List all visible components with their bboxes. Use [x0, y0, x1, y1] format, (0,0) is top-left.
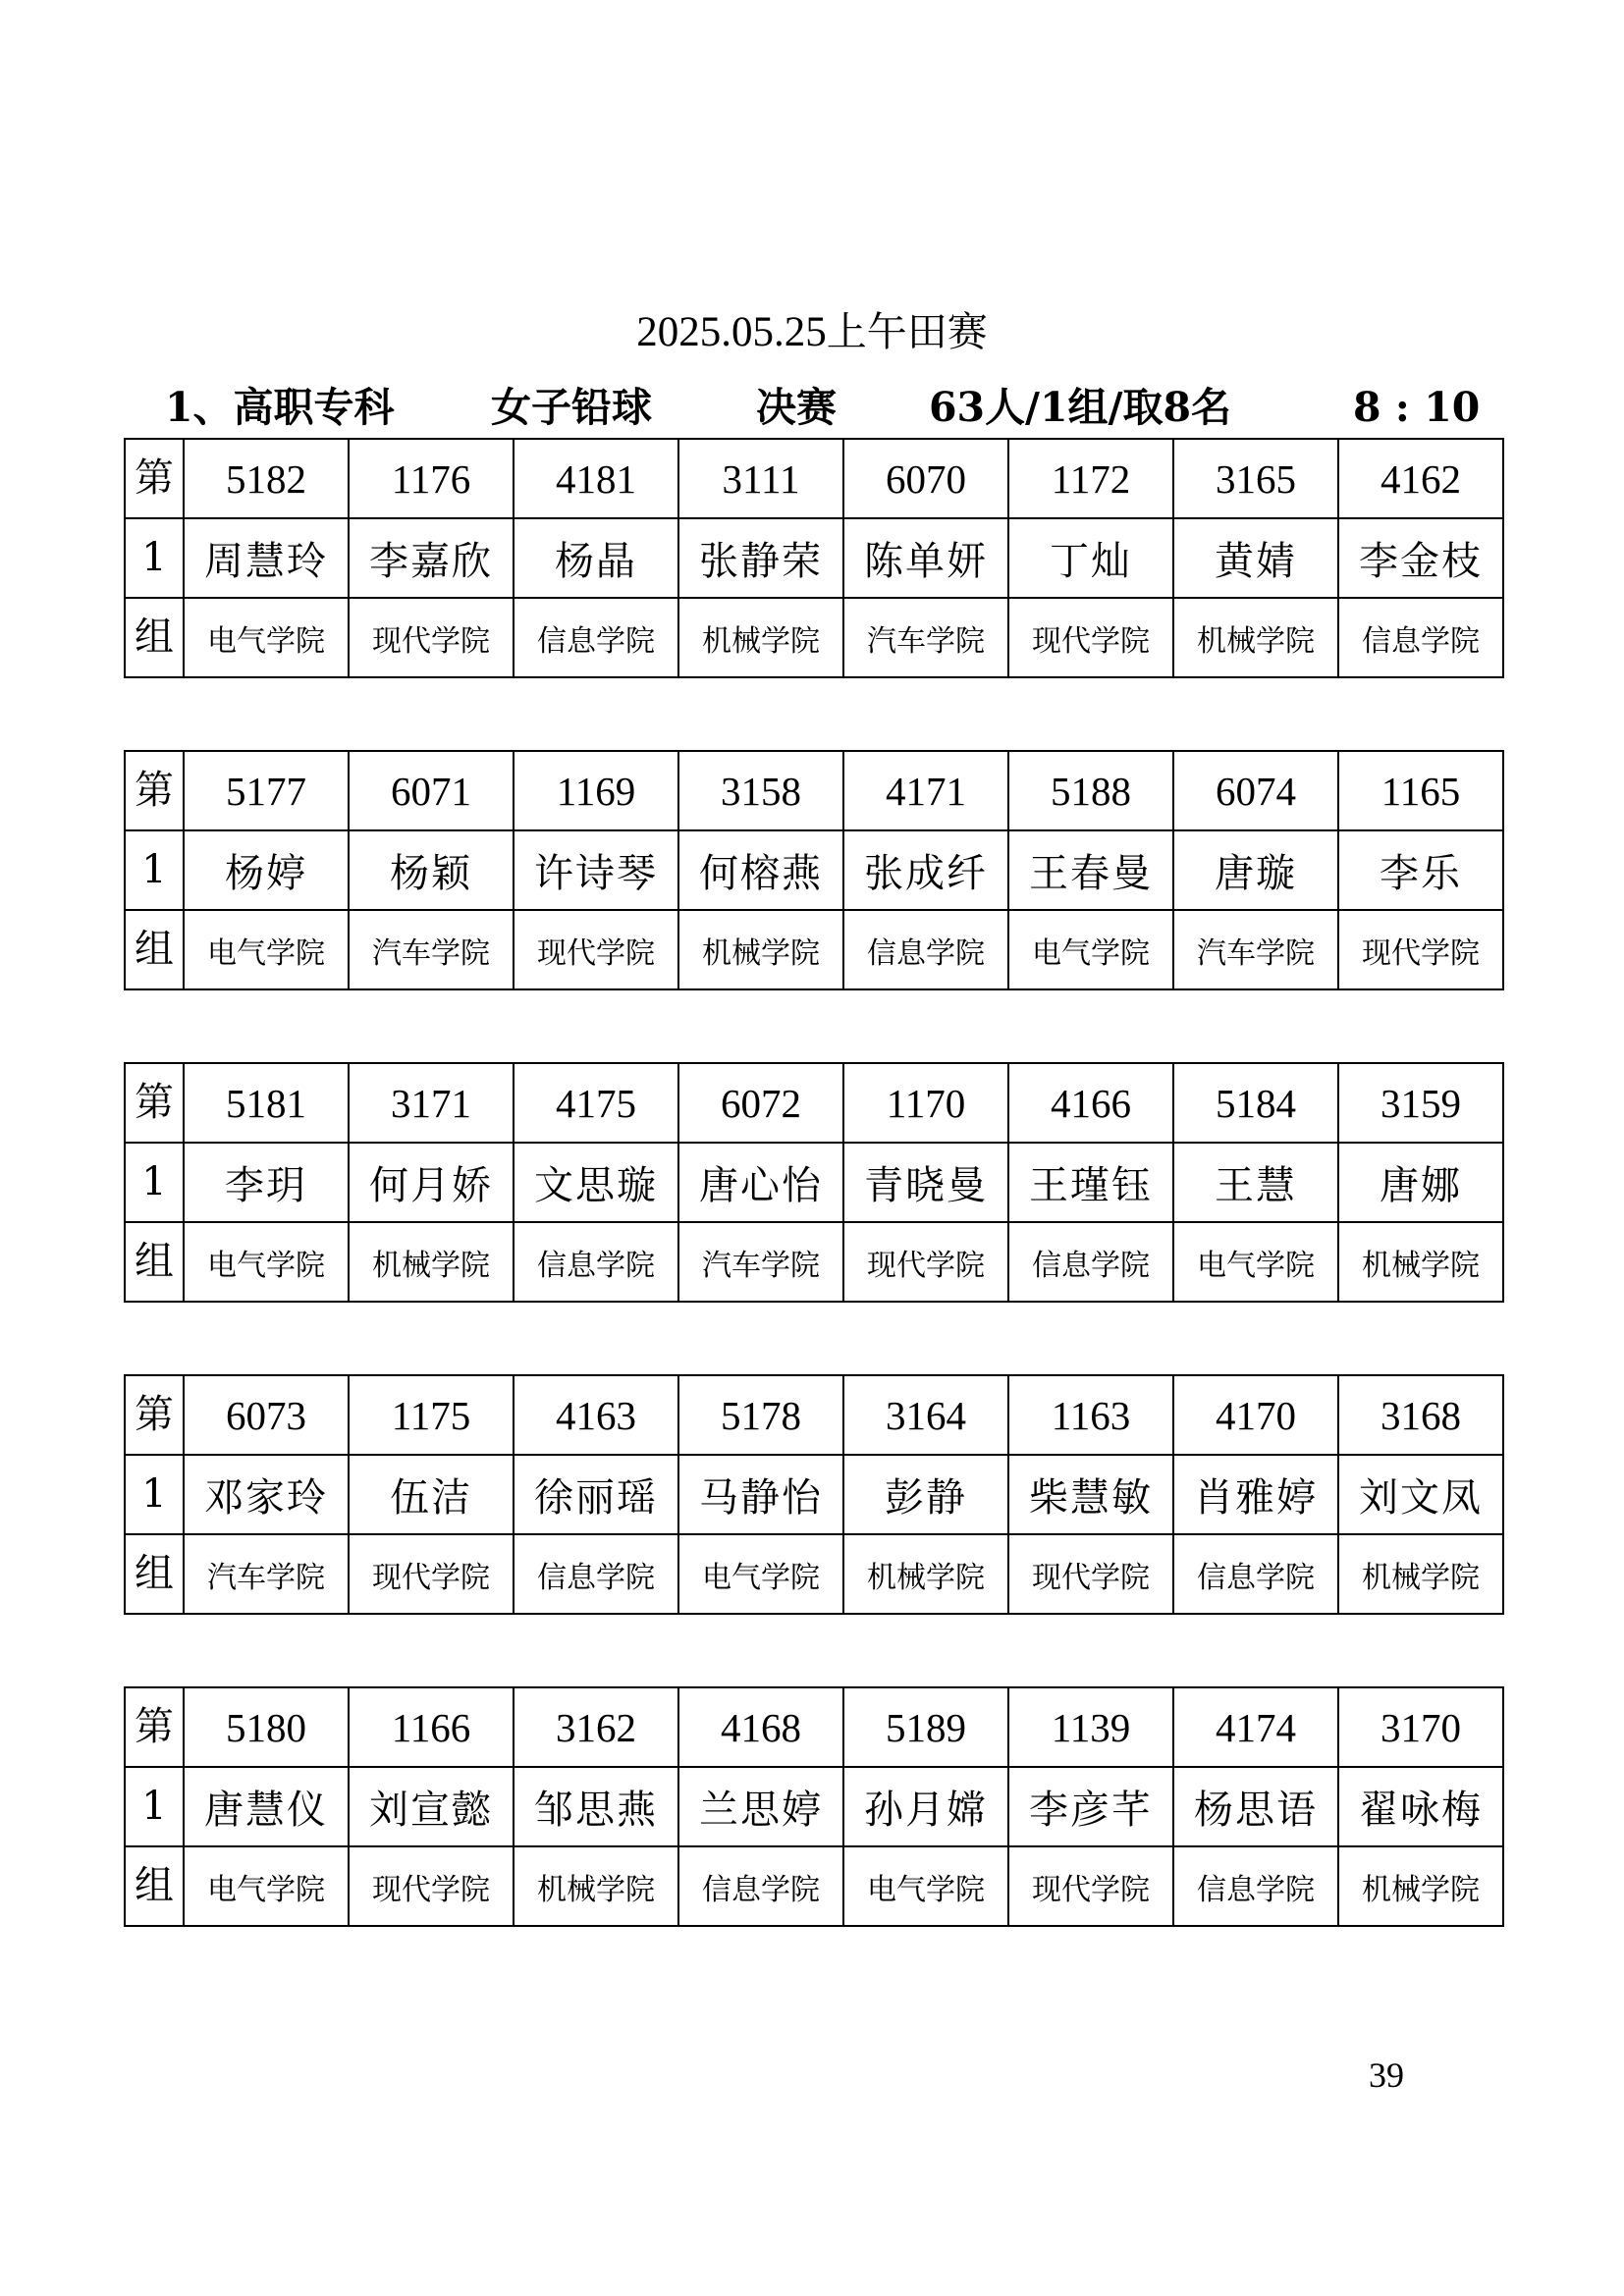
bib-number: 5180 — [184, 1687, 349, 1767]
bib-number: 5188 — [1008, 751, 1173, 830]
heat-table — [124, 1062, 1504, 1303]
table-row — [125, 1063, 1503, 1143]
bib-number: 5178 — [678, 1375, 843, 1455]
athlete-name: 刘宣懿 — [349, 1767, 514, 1846]
table-row — [125, 1143, 1503, 1222]
table-row — [125, 1687, 1503, 1767]
bib-number: 3168 — [1338, 1375, 1503, 1455]
athlete-name: 邹思燕 — [514, 1767, 678, 1846]
college-name: 汽车学院 — [184, 1534, 349, 1614]
college-name: 信息学院 — [1173, 1534, 1338, 1614]
athlete-name: 何榕燕 — [678, 830, 843, 910]
athlete-name: 彭静 — [843, 1455, 1008, 1534]
table-row — [125, 751, 1503, 830]
college-name: 机械学院 — [678, 598, 843, 677]
title-date: 2025.05.25 — [636, 309, 827, 355]
bib-number: 4174 — [1173, 1687, 1338, 1767]
college-name: 信息学院 — [1338, 598, 1503, 677]
title-suffix: 上午田赛 — [826, 308, 988, 355]
college-name: 现代学院 — [1008, 598, 1173, 677]
table-row — [125, 439, 1503, 518]
group-label-cell: 1 — [125, 518, 184, 598]
college-name: 现代学院 — [349, 1534, 514, 1614]
bib-number: 1175 — [349, 1375, 514, 1455]
athlete-name: 孙月嫦 — [843, 1767, 1008, 1846]
athlete-name: 丁灿 — [1008, 518, 1173, 598]
college-name: 汽车学院 — [349, 910, 514, 989]
athlete-name: 刘文凤 — [1338, 1455, 1503, 1534]
event-category: 1、高职专科 — [165, 384, 395, 431]
heat-table — [124, 438, 1504, 678]
college-name: 现代学院 — [1008, 1846, 1173, 1926]
college-name: 现代学院 — [349, 598, 514, 677]
college-name: 电气学院 — [184, 1846, 349, 1926]
bib-number: 4175 — [514, 1063, 678, 1143]
athlete-name: 邓家玲 — [184, 1455, 349, 1534]
college-name: 信息学院 — [1008, 1222, 1173, 1302]
athlete-name: 黄婧 — [1173, 518, 1338, 598]
athlete-name: 柴慧敏 — [1008, 1455, 1173, 1534]
athlete-name: 杨思语 — [1173, 1767, 1338, 1846]
athlete-name: 何月娇 — [349, 1143, 514, 1222]
athlete-name: 张静荣 — [678, 518, 843, 598]
athlete-name: 兰思婷 — [678, 1767, 843, 1846]
athlete-name: 周慧玲 — [184, 518, 349, 598]
college-name: 机械学院 — [1338, 1534, 1503, 1614]
group-label-cell: 第 — [125, 751, 184, 830]
college-name: 汽车学院 — [1173, 910, 1338, 989]
bib-number: 4168 — [678, 1687, 843, 1767]
athlete-name: 杨晶 — [514, 518, 678, 598]
athlete-name: 青晓曼 — [843, 1143, 1008, 1222]
group-label-cell: 组 — [125, 1222, 184, 1302]
group-label-cell: 1 — [125, 830, 184, 910]
athlete-name: 杨婷 — [184, 830, 349, 910]
athlete-name: 唐慧仪 — [184, 1767, 349, 1846]
college-name: 机械学院 — [843, 1534, 1008, 1614]
bib-number: 1165 — [1338, 751, 1503, 830]
bib-number: 5189 — [843, 1687, 1008, 1767]
college-name: 现代学院 — [514, 910, 678, 989]
group-label-cell: 组 — [125, 1846, 184, 1926]
bib-number: 1166 — [349, 1687, 514, 1767]
college-name: 信息学院 — [678, 1846, 843, 1926]
college-name: 电气学院 — [1008, 910, 1173, 989]
page-number: 39 — [1369, 2056, 1404, 2095]
bib-number: 3170 — [1338, 1687, 1503, 1767]
athlete-name: 肖雅婷 — [1173, 1455, 1338, 1534]
bib-number: 6070 — [843, 439, 1008, 518]
athlete-name: 马静怡 — [678, 1455, 843, 1534]
group-label-cell: 组 — [125, 1534, 184, 1614]
athlete-name: 杨颖 — [349, 830, 514, 910]
bib-number: 4181 — [514, 439, 678, 518]
college-name: 电气学院 — [843, 1846, 1008, 1926]
bib-number: 3165 — [1173, 439, 1338, 518]
table-row — [125, 1222, 1503, 1302]
college-name: 现代学院 — [349, 1846, 514, 1926]
table-row — [125, 1455, 1503, 1534]
bib-number: 4171 — [843, 751, 1008, 830]
bib-number: 6074 — [1173, 751, 1338, 830]
athlete-name: 李彦芊 — [1008, 1767, 1173, 1846]
athlete-name: 张成纤 — [843, 830, 1008, 910]
event-header — [0, 378, 1624, 437]
bib-number: 1172 — [1008, 439, 1173, 518]
bib-number: 3159 — [1338, 1063, 1503, 1143]
bib-number: 4166 — [1008, 1063, 1173, 1143]
college-name: 机械学院 — [514, 1846, 678, 1926]
table-row — [125, 830, 1503, 910]
bib-number: 6072 — [678, 1063, 843, 1143]
bib-number: 5184 — [1173, 1063, 1338, 1143]
college-name: 汽车学院 — [678, 1222, 843, 1302]
bib-number: 1169 — [514, 751, 678, 830]
athlete-name: 唐璇 — [1173, 830, 1338, 910]
bib-number: 1176 — [349, 439, 514, 518]
group-label-cell: 1 — [125, 1767, 184, 1846]
college-name: 信息学院 — [1173, 1846, 1338, 1926]
bib-number: 4162 — [1338, 439, 1503, 518]
college-name: 机械学院 — [1338, 1846, 1503, 1926]
group-label-cell: 1 — [125, 1455, 184, 1534]
event-round: 决赛 — [756, 384, 837, 431]
college-name: 现代学院 — [1008, 1534, 1173, 1614]
athlete-name: 王瑾钰 — [1008, 1143, 1173, 1222]
group-label-cell: 组 — [125, 910, 184, 989]
bib-number: 6071 — [349, 751, 514, 830]
group-label-cell: 1 — [125, 1143, 184, 1222]
table-row — [125, 1534, 1503, 1614]
table-row — [125, 1767, 1503, 1846]
college-name: 电气学院 — [678, 1534, 843, 1614]
college-name: 信息学院 — [514, 1534, 678, 1614]
table-row — [125, 1846, 1503, 1926]
college-name: 现代学院 — [843, 1222, 1008, 1302]
college-name: 现代学院 — [1338, 910, 1503, 989]
bib-number: 1139 — [1008, 1687, 1173, 1767]
college-name: 机械学院 — [1173, 598, 1338, 677]
group-label-cell: 第 — [125, 439, 184, 518]
athlete-name: 翟咏梅 — [1338, 1767, 1503, 1846]
page-title — [0, 302, 1624, 362]
table-row — [125, 910, 1503, 989]
bib-number: 5177 — [184, 751, 349, 830]
bib-number: 3171 — [349, 1063, 514, 1143]
college-name: 信息学院 — [514, 598, 678, 677]
athlete-name: 王慧 — [1173, 1143, 1338, 1222]
bib-number: 1170 — [843, 1063, 1008, 1143]
college-name: 电气学院 — [184, 598, 349, 677]
event-name: 女子铅球 — [491, 384, 652, 431]
bib-number: 3162 — [514, 1687, 678, 1767]
bib-number: 5181 — [184, 1063, 349, 1143]
table-row — [125, 518, 1503, 598]
athlete-name: 文思璇 — [514, 1143, 678, 1222]
table-row — [125, 598, 1503, 677]
athlete-name: 李乐 — [1338, 830, 1503, 910]
college-name: 电气学院 — [184, 1222, 349, 1302]
event-count: 63人/1组/取8名 — [929, 384, 1232, 431]
bib-number: 6073 — [184, 1375, 349, 1455]
college-name: 机械学院 — [349, 1222, 514, 1302]
college-name: 汽车学院 — [843, 598, 1008, 677]
bib-number: 4170 — [1173, 1375, 1338, 1455]
bib-number: 4163 — [514, 1375, 678, 1455]
bib-number: 3158 — [678, 751, 843, 830]
bib-number: 5182 — [184, 439, 349, 518]
table-row — [125, 1375, 1503, 1455]
group-label-cell: 组 — [125, 598, 184, 677]
athlete-name: 李金枝 — [1338, 518, 1503, 598]
bib-number: 3111 — [678, 439, 843, 518]
college-name: 电气学院 — [184, 910, 349, 989]
college-name: 信息学院 — [514, 1222, 678, 1302]
college-name: 机械学院 — [678, 910, 843, 989]
athlete-name: 李玥 — [184, 1143, 349, 1222]
group-label-cell: 第 — [125, 1063, 184, 1143]
college-name: 信息学院 — [843, 910, 1008, 989]
athlete-name: 李嘉欣 — [349, 518, 514, 598]
athlete-name: 陈单妍 — [843, 518, 1008, 598]
athlete-name: 徐丽瑶 — [514, 1455, 678, 1534]
athlete-name: 许诗琴 — [514, 830, 678, 910]
heat-table — [124, 1374, 1504, 1615]
college-name: 电气学院 — [1173, 1222, 1338, 1302]
heat-table — [124, 750, 1504, 990]
group-label-cell: 第 — [125, 1687, 184, 1767]
heat-table — [124, 1686, 1504, 1927]
group-label-cell: 第 — [125, 1375, 184, 1455]
athlete-name: 唐娜 — [1338, 1143, 1503, 1222]
athlete-name: 唐心怡 — [678, 1143, 843, 1222]
athlete-name: 王春曼 — [1008, 830, 1173, 910]
bib-number: 3164 — [843, 1375, 1008, 1455]
bib-number: 1163 — [1008, 1375, 1173, 1455]
athlete-name: 伍洁 — [349, 1455, 514, 1534]
college-name: 机械学院 — [1338, 1222, 1503, 1302]
event-time: 8 : 10 — [1353, 384, 1481, 431]
